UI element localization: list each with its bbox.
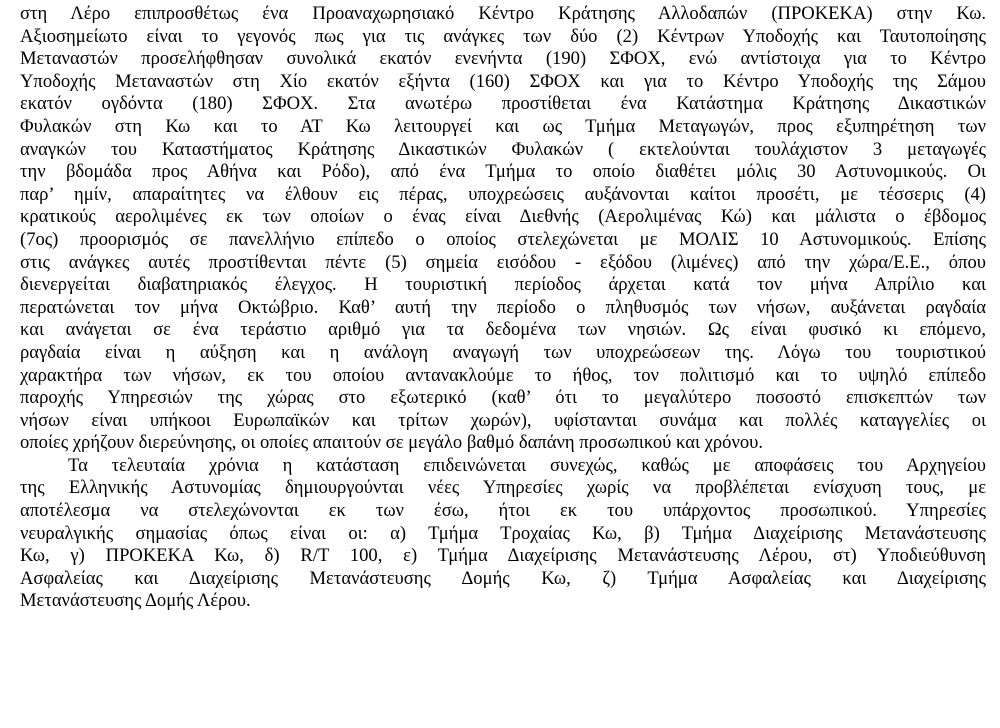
text-line: Μεταναστών προσελήφθησαν συνολικά εκατόν ενενήντα (190) ΣΦΟΧ, ενώ αντίστοιχα για το Κέντρο: [20, 48, 986, 70]
text-line: παρ’ ημίν, απαραίτητες να έλθουν εις πέρας, υποχρεώσεις αυξάνονται καίτοι προσέτι, με τέσσερις (4): [20, 183, 986, 205]
text-line: ραγδαία είναι η αύξηση και η ανάλογη αναγωγή των υποχρεώσεων της. Λόγω του τουριστικού: [20, 341, 986, 363]
text-line: νευραλγικής σημασίας όπως είναι οι: α) Τμήμα Τροχαίας Κω, β) Τμήμα Διαχείρισης Μετανάστευσης: [20, 522, 986, 544]
text-line: διενεργείται διαβατηριακός έλεγχος. Η τουριστική περίοδος άρχεται κατά τον μήνα Απρίλιο και: [20, 274, 986, 296]
text-line: περατώνεται τον μήνα Οκτώβριο. Καθ’ αυτή την περίοδο ο πληθυσμός των νήσων, αυξάνεται ραγδαία: [20, 296, 986, 318]
text-line-last: Μετανάστευσης Δομής Λέρου.: [20, 590, 251, 612]
document-page: [20, 3, 986, 613]
text-line: Υποδοχής Μεταναστών στη Χίο εκατόν εξήντα (160) ΣΦΟΧ και για το Κέντρο Υποδοχής της Σάμου: [20, 70, 986, 92]
text-line: Αξιοσημείωτο είναι το γεγονός πως για τις ανάγκες των δύο (2) Κέντρων Υποδοχής και Ταυτοποίησης: [20, 25, 986, 47]
text-line: εκατόν ογδόντα (180) ΣΦΟΧ. Στα ανωτέρω προστίθεται ένα Κατάστημα Κράτησης Δικαστικών: [20, 93, 986, 115]
paragraph-2: [20, 455, 986, 613]
text-line: Φυλακών στη Κω και το ΑΤ Κω λειτουργεί και ως Τμήμα Μεταγωγών, προς εξυπηρέτηση των: [20, 115, 986, 137]
text-line: στη Λέρο επιπροσθέτως ένα Προαναχωρησιακό Κέντρο Κράτησης Αλλοδαπών (ΠΡΟΚΕΚΑ) στην Κω.: [20, 3, 986, 24]
text-line: Κω, γ) ΠΡΟΚΕΚΑ Κω, δ) R/T 100, ε) Τμήμα Διαχείρισης Μετανάστευσης Λέρου, στ) Υποδιεύθυνση: [20, 545, 986, 567]
text-line: αναγκών του Καταστήματος Κράτησης Δικαστικών Φυλακών ( εκτελούνται τουλάχιστον 3 μεταγωγές: [20, 138, 986, 160]
text-line: της Ελληνικής Αστυνομίας δημιουργούνται νέες Υπηρεσίες χωρίς να προβλέπεται ενίσχυση τους, με: [20, 477, 986, 499]
text-line: στις ανάγκες αυτές προστίθενται πέντε (5) σημεία εισόδου - εξόδου (λιμένες) από την χώρα/Ε.Ε., όπου: [20, 251, 986, 273]
text-line: παροχής Υπηρεσιών της χώρας στο εξωτερικό (καθ’ ότι το μεγαλύτερο ποσοστό επισκεπτών των: [20, 387, 986, 409]
text-line-last: οποίες χρήζουν διερεύνησης, οι οποίες απαιτούν σε μεγάλο βαθμό δαπάνη προσωπικού και χρόνου.: [20, 432, 764, 454]
paragraph-1: [20, 3, 986, 455]
text-line: και ανάγεται σε ένα τεράστιο αριθμό για τα δεδομένα των νησιών. Ως είναι φυσικό κι επόμενο,: [20, 319, 986, 341]
text-line: αποτέλεσμα να στελεχώνονται εκ των έσω, ήτοι εκ του υπάρχοντος προσωπικού. Υπηρεσίες: [20, 500, 986, 522]
text-line: νήσων είναι υπήκοοι Ευρωπαϊκών και τρίτων χωρών), υφίστανται συνάμα και πολλές καταγγελίες οι: [20, 409, 986, 431]
text-line: (7ος) προορισμός σε πανελλήνιο επίπεδο ο οποίος στελεχώνεται με ΜΟΛΙΣ 10 Αστυνομικούς. Επίσης: [20, 228, 986, 250]
text-line: χαρακτήρα των νήσων, εκ του οποίου αντανακλούμε το ήθος, τον πολιτισμό και το υψηλό επίπεδο: [20, 364, 986, 386]
text-line: την βδομάδα προς Αθήνα και Ρόδο), από ένα Τμήμα το οποίο διαθέτει μόλις 30 Αστυνομικούς. Οι: [20, 161, 986, 183]
text-line-indented: Τα τελευταία χρόνια η κατάσταση επιδεινώνεται συνεχώς, καθώς με αποφάσεις του Αρχηγείου: [68, 454, 986, 476]
text-line: κρατικούς αερολιμένες εκ των οποίων ο ένας είναι Διεθνής (Αερολιμένας Κώ) και μάλιστα ο έβδομος: [20, 206, 986, 228]
text-line: Ασφαλείας και Διαχείρισης Μετανάστευσης Δομής Κω, ζ) Τμήμα Ασφαλείας και Διαχείρισης: [20, 567, 986, 589]
